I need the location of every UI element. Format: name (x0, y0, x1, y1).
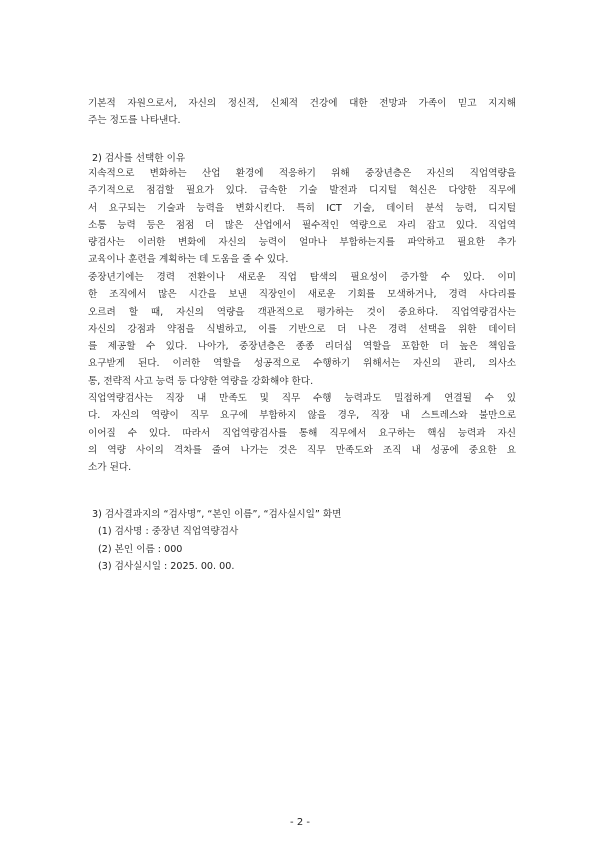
section-2-paragraph-2 (88, 269, 516, 390)
paragraph-line: 교육이나 훈련을 계획하는 데 도움을 줄 수 있다. (88, 254, 289, 266)
paragraph-line: 주기적으로 점검할 필요가 있다. 급속한 기술 발전과 디지털 혁신은 다양한 직무에 (88, 185, 516, 197)
paragraph-line: 를 제공할 수 있다. 나아가, 중장년층은 종종 리더십 역할을 포함한 더 높은 책임을 (88, 341, 516, 353)
page-number: - 2 - (290, 817, 310, 828)
section-3-heading: 3) 검사결과지의 “검사명”, “본인 이름”, “검사실시일” 화면 (92, 509, 342, 520)
paragraph-line: 소통 능력 등은 점점 더 많은 산업에서 필수적인 역량으로 자리 잡고 있다. 직업역 (88, 219, 516, 231)
result-item-test-date: (3) 검사실시일 : 2025. 00. 00. (98, 561, 235, 572)
result-item-person-name: (2) 본인 이름 : 000 (98, 544, 183, 555)
paragraph-line: 이어질 수 있다. 따라서 직업역량검사를 통해 직무에서 요구하는 핵심 능력과 자신 (88, 427, 516, 439)
paragraph-line: 직업역량검사는 직장 내 만족도 및 직무 수행 능력과도 밀접하게 연결될 수 있 (88, 393, 516, 404)
section-2-paragraph-1 (88, 165, 516, 269)
section-2-heading: 2) 검사를 선택한 이유 (92, 153, 186, 164)
paragraph-line: 의 역량 사이의 격차를 줄여 나가는 것은 직무 만족도와 조직 내 성공에 중요한 요 (88, 444, 516, 456)
intro-line: 주는 정도를 나타낸다. (88, 115, 181, 127)
paragraph-line: 지속적으로 변화하는 산업 환경에 적응하기 위해 중장년층은 자신의 직업역량을 (88, 168, 516, 179)
paragraph-line: 서 요구되는 기술과 능력을 변화시킨다. 특히 ICT 기술, 데이터 분석 능력, 디지털 (88, 202, 516, 214)
paragraph-line: 다. 자신의 역량이 직무 요구에 부합하지 않을 경우, 직장 내 스트레스와 불만으로 (88, 410, 516, 422)
paragraph-line: 요구받게 된다. 이러한 역할을 성공적으로 수행하기 위해서는 자신의 관리, 의사소 (88, 358, 516, 370)
paragraph-line: 자신의 강점과 약점을 식별하고, 이를 기반으로 더 나은 경력 선택을 위한 데이터 (88, 323, 516, 335)
paragraph-line: 중장년기에는 경력 전환이나 새로운 직업 탐색의 필요성이 증가할 수 있다. 이미 (88, 272, 516, 283)
intro-line: 기본적 자원으로서, 자신의 정신적, 신체적 건강에 대한 전망과 가족이 믿고 지지해 (88, 98, 516, 109)
paragraph-line: 한 조직에서 많은 시간을 보낸 직장인이 새로운 기회를 모색하거나, 경력 사다리를 (88, 289, 516, 301)
paragraph-line: 량검사는 이러한 변화에 자신의 능력이 얼마나 부합하는지를 파악하고 필요한 추가 (88, 237, 516, 249)
result-item-test-name: (1) 검사명 : 중장년 직업역량검사 (98, 526, 239, 537)
paragraph-line: 통, 전략적 사고 능력 등 다양한 역량을 강화해야 한다. (88, 375, 314, 387)
paragraph-line: 오르려 할 때, 자신의 역량을 객관적으로 평가하는 것이 중요하다. 직업역량검사는 (88, 306, 516, 318)
paragraph-line: 소가 된다. (88, 462, 132, 474)
intro-paragraph (88, 95, 516, 130)
section-2-paragraph-3 (88, 390, 516, 476)
